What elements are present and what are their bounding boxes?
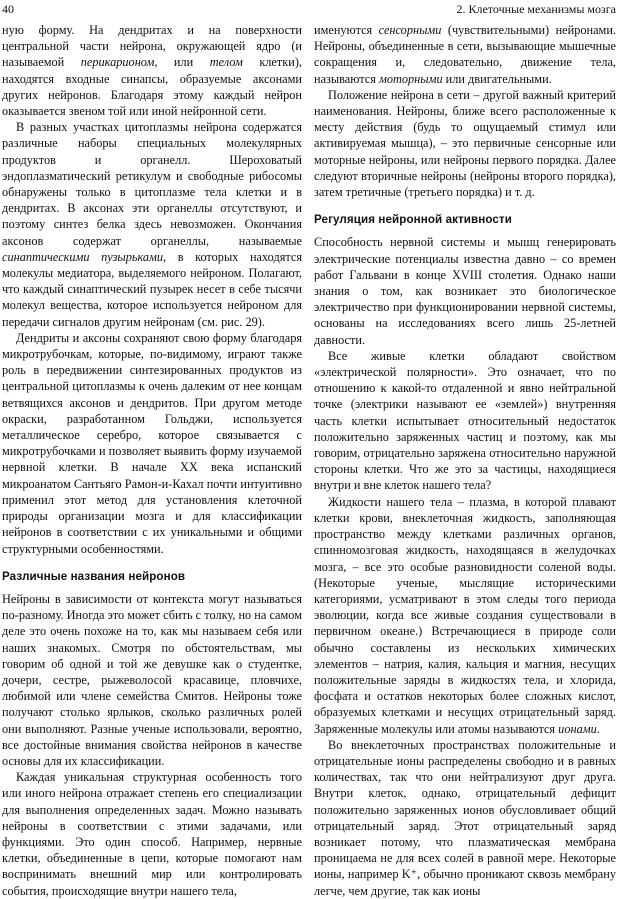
paragraph: ную форму. На дендритах и на поверхности центральной части нейрона, окружающей ядро (и называемой перикарионом, или телом клетки), находятся входные синапсы, образуемые аксонами других нейронов. Благодаря этому каждый нейрон оказывается звеном той или иной нейронной сети. bbox=[2, 23, 302, 119]
section-heading: Регуляция нейронной активности bbox=[314, 213, 512, 227]
paragraph: Нейроны в зависимости от контекста могут называться по-разному. Иногда это может сбить с толку, но на самом деле это очень похоже на то, как мы называем себя или наших знакомых. Смотря по обстоятельствам, мы говорим об одной и той же девушке как о студентке, дочери, сестре, рыжеволосой красавице, пловчихе, любимой или члене семейства Смитов. Нейроны тоже получают столько ярлыков, сколько различных ролей они выполняют. Разные ученые использовали, вероятно, все достойные внимания свойства нейронов в качестве основы для их классификации. bbox=[2, 591, 302, 768]
paragraph: именуются сенсорными (чувствительными) нейронами. Нейроны, объединенные в сети, вызывающие мышечные сокращения и, следовательно, движение тела, называются моторными или двигательными. bbox=[314, 23, 616, 86]
paragraph: Способность нервной системы и мышц генерировать электрические потенциалы известна давно – со времен работ Гальвани в конце XVIII столетия. Однако наши знания о том, как возникает это биологическое электричество при функционировании нервной системы, основаны на исследованиях всего лишь 25-летней давности. bbox=[314, 235, 616, 347]
paragraph: Все живые клетки обладают свойством «электрической полярности». Это означает, что по отношению к какой-то отдаленной и явно нейтральной точке (электрики называют ее «землей») внутренняя часть клетки испытывает относительный недостаток положительно заряженных частиц и поэтому, как мы говорим, отрицательно заряжена относительно наружной стороны клетки. Что же это за частицы, находящиеся внутри и вне клеток нашего тела? bbox=[314, 348, 616, 493]
left-column bbox=[2, 22, 303, 898]
page-number: 40 bbox=[2, 2, 14, 16]
term: моторными bbox=[379, 71, 443, 86]
paragraph: Жидкости нашего тела – плазма, в которой плавают клетки крови, внеклеточная жидкость, заполняющая пространство между клетками различных органов, спинномозговая жидкость, находящаяся в желудочках мозга, – все это особые разновидности соленой воды. (Некоторые ученые, мыслящие историческими категориями, усматривают в этом следы того периода эволюции, когда все живые создания существовали в первичном океане.) Встречающиеся в природе соли обычно составлены из нескольких химических элементов – натрия, калия, кальция и магния, несущих положительные заряды в жидкостях тела, и хлорида, фосфата и остатков некоторых более сложных кислот, образуемых клетками и несущих отрицательный заряд. Заряженные молекулы или атомы называются ионами. bbox=[314, 494, 616, 736]
paragraph: В разных участках цитоплазмы нейрона содержатся различные наборы специальных молекулярных продуктов и органелл. Шероховатый эндоплазматический ретикулум и свободные рибосомы обнаружены только в цитоплазме тела клетки и в дендритах. В аксонах эти органеллы отсутствуют, и поэтому синтез белка здесь невозможен. Окончания аксонов содержат органеллы, называемые синаптическими пузырьками, в которых находятся молекулы медиатора, выделяемого нейроном. Полагают, что каждый синаптический пузырек несет в себе тысячи молекул вещества, которое используется нейроном для передачи сигналов другим нейронам (см. рис. 29). bbox=[2, 120, 303, 329]
section-heading: Различные названия нейронов bbox=[2, 569, 186, 583]
paragraph: Каждая уникальная структурная особенность того или иного нейрона отражает степень его специализации для выполнения определенных задач. Можно называть нейроны в соответствии с этими задачами, или функциями. Это один способ. Например, нервные клетки, объединенные в цепи, которые помогают нам воспринимать внешний мир или контролировать события, происходящие внутри нашего тела, bbox=[2, 770, 302, 898]
paragraph: Положение нейрона в сети – другой важный критерий наименования. Нейроны, ближе всего расположенные к месту действия (будь то ощущаемый стимул или активируемая мышца), – это первичные сенсорные или моторные нейроны, или нейроны первого порядка. Далее следуют вторичные нейроны (нейроны второго порядка), затем третичные (третьего порядка) и т. д. bbox=[314, 87, 616, 200]
chapter-title: 2. Клеточные механизмы мозга bbox=[456, 2, 616, 16]
term: телом bbox=[209, 55, 243, 70]
term: сенсорными bbox=[378, 23, 442, 37]
paragraph: Дендриты и аксоны сохраняют свою форму благодаря микротрубочкам, которые, по-видимому, играют также роль в передвижении синтезированных продуктов из центральной цитоплазмы к очень далеким от нее концам ветвящихся аксонов и дендритов. При другом методе окраски, разработанном Гольджи, используется металлическое серебро, которое связывается с микротрубочками и позволяет выявить форму изучаемой нервной клетки. В начале XX века испанский микроанатом Сантьяго Рамон-и-Кахал почти интуитивно применил этот метод для установления клеточной природы организации мозга и для классификации нейронов в соответствии с их уникальными и общими структурными особенностями. bbox=[2, 330, 302, 556]
term: ионами bbox=[558, 721, 597, 736]
term: синаптическими пузырьками bbox=[2, 249, 164, 264]
running-header bbox=[0, 0, 620, 18]
paragraph: Во внеклеточных пространствах положительные и отрицательные ионы распределены свободно и в равных количествах, так что они нейтрализуют друг друга. Внутри клеток, однако, отрицательный дефицит положительно заряженных ионов обусловливает общий отрицательный заряд. Этот отрицательный заряд возникает потому, что плазматическая мембрана проницаема не для всех солей в равной мере. Некоторые ионы, например K⁺, обычно проникают сквозь мембрану легче, чем другие, так как ионы bbox=[314, 737, 616, 898]
right-column bbox=[314, 22, 616, 898]
term: перикарионом bbox=[80, 55, 155, 70]
